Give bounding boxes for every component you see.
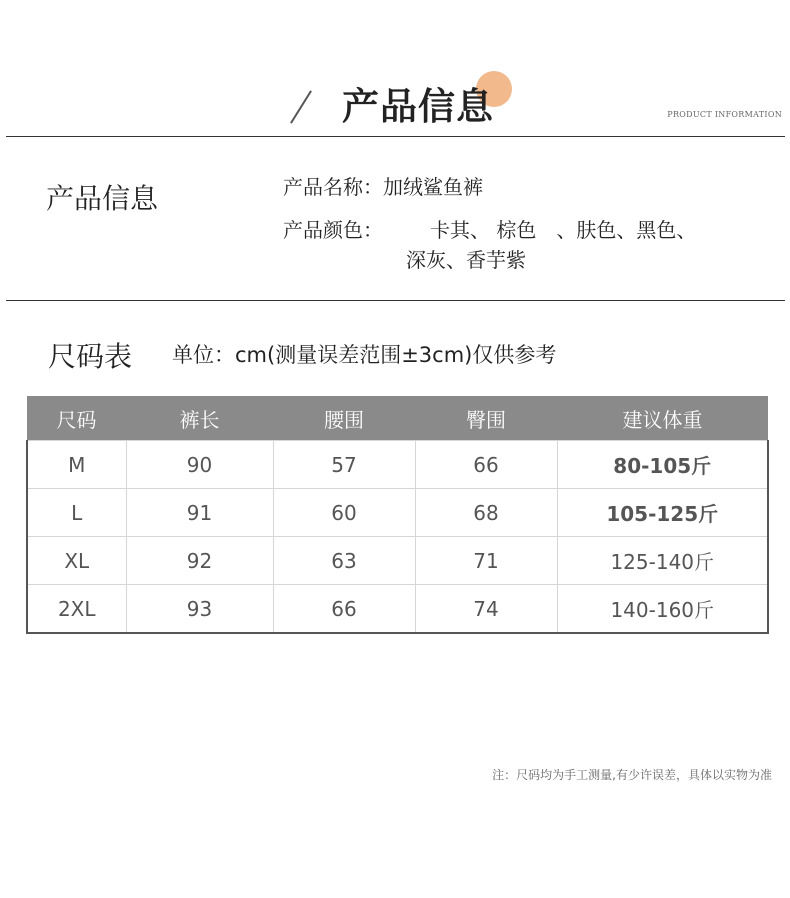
cell-weight: 140-160斤 [557, 585, 768, 634]
divider-middle [6, 300, 785, 301]
cell-size: M [27, 441, 126, 489]
product-color-value-line2: 深灰、香芋紫 [406, 248, 526, 272]
table-row [27, 537, 768, 585]
product-name-row [283, 173, 483, 201]
cell-hip: 68 [415, 489, 557, 537]
table-row [27, 585, 768, 634]
size-chart-heading: 尺码表 [48, 340, 133, 373]
table-row [27, 489, 768, 537]
cell-length: 93 [126, 585, 273, 634]
page-title: 产品信息 [342, 85, 494, 128]
cell-weight: 105-125斤 [557, 489, 768, 537]
table-header-row [27, 396, 768, 441]
cell-weight: 125-140斤 [557, 537, 768, 585]
decorative-slash [290, 90, 312, 123]
divider-top [6, 136, 785, 137]
cell-waist: 66 [273, 585, 415, 634]
cell-weight: 80-105斤 [557, 441, 768, 489]
column-header-length: 裤长 [126, 396, 273, 441]
product-info-heading: 产品信息 [46, 182, 159, 215]
column-header-weight: 建议体重 [557, 396, 768, 441]
cell-length: 90 [126, 441, 273, 489]
footnote: 注：尺码均为手工测量,有少许误差，具体以实物为准 [492, 768, 772, 782]
unit-note: 单位：cm(测量误差范围±3cm)仅供参考 [172, 343, 557, 367]
product-color-value-line1: 卡其、 棕色 、肤色、黑色、 [430, 218, 697, 242]
product-name-label: 产品名称： [283, 175, 383, 199]
column-header-hip: 臀围 [415, 396, 557, 441]
cell-hip: 71 [415, 537, 557, 585]
product-name-value: 加绒鲨鱼裤 [383, 175, 483, 199]
product-color-label: 产品颜色： [283, 218, 383, 242]
cell-hip: 66 [415, 441, 557, 489]
cell-waist: 63 [273, 537, 415, 585]
size-table [26, 396, 769, 634]
column-header-waist: 腰围 [273, 396, 415, 441]
cell-waist: 57 [273, 441, 415, 489]
cell-length: 92 [126, 537, 273, 585]
cell-length: 91 [126, 489, 273, 537]
cell-size: L [27, 489, 126, 537]
cell-size: 2XL [27, 585, 126, 634]
page-subtitle: PRODUCT INFORMATION [667, 110, 782, 119]
cell-size: XL [27, 537, 126, 585]
table-row [27, 441, 768, 489]
cell-hip: 74 [415, 585, 557, 634]
column-header-size: 尺码 [27, 396, 126, 441]
cell-waist: 60 [273, 489, 415, 537]
